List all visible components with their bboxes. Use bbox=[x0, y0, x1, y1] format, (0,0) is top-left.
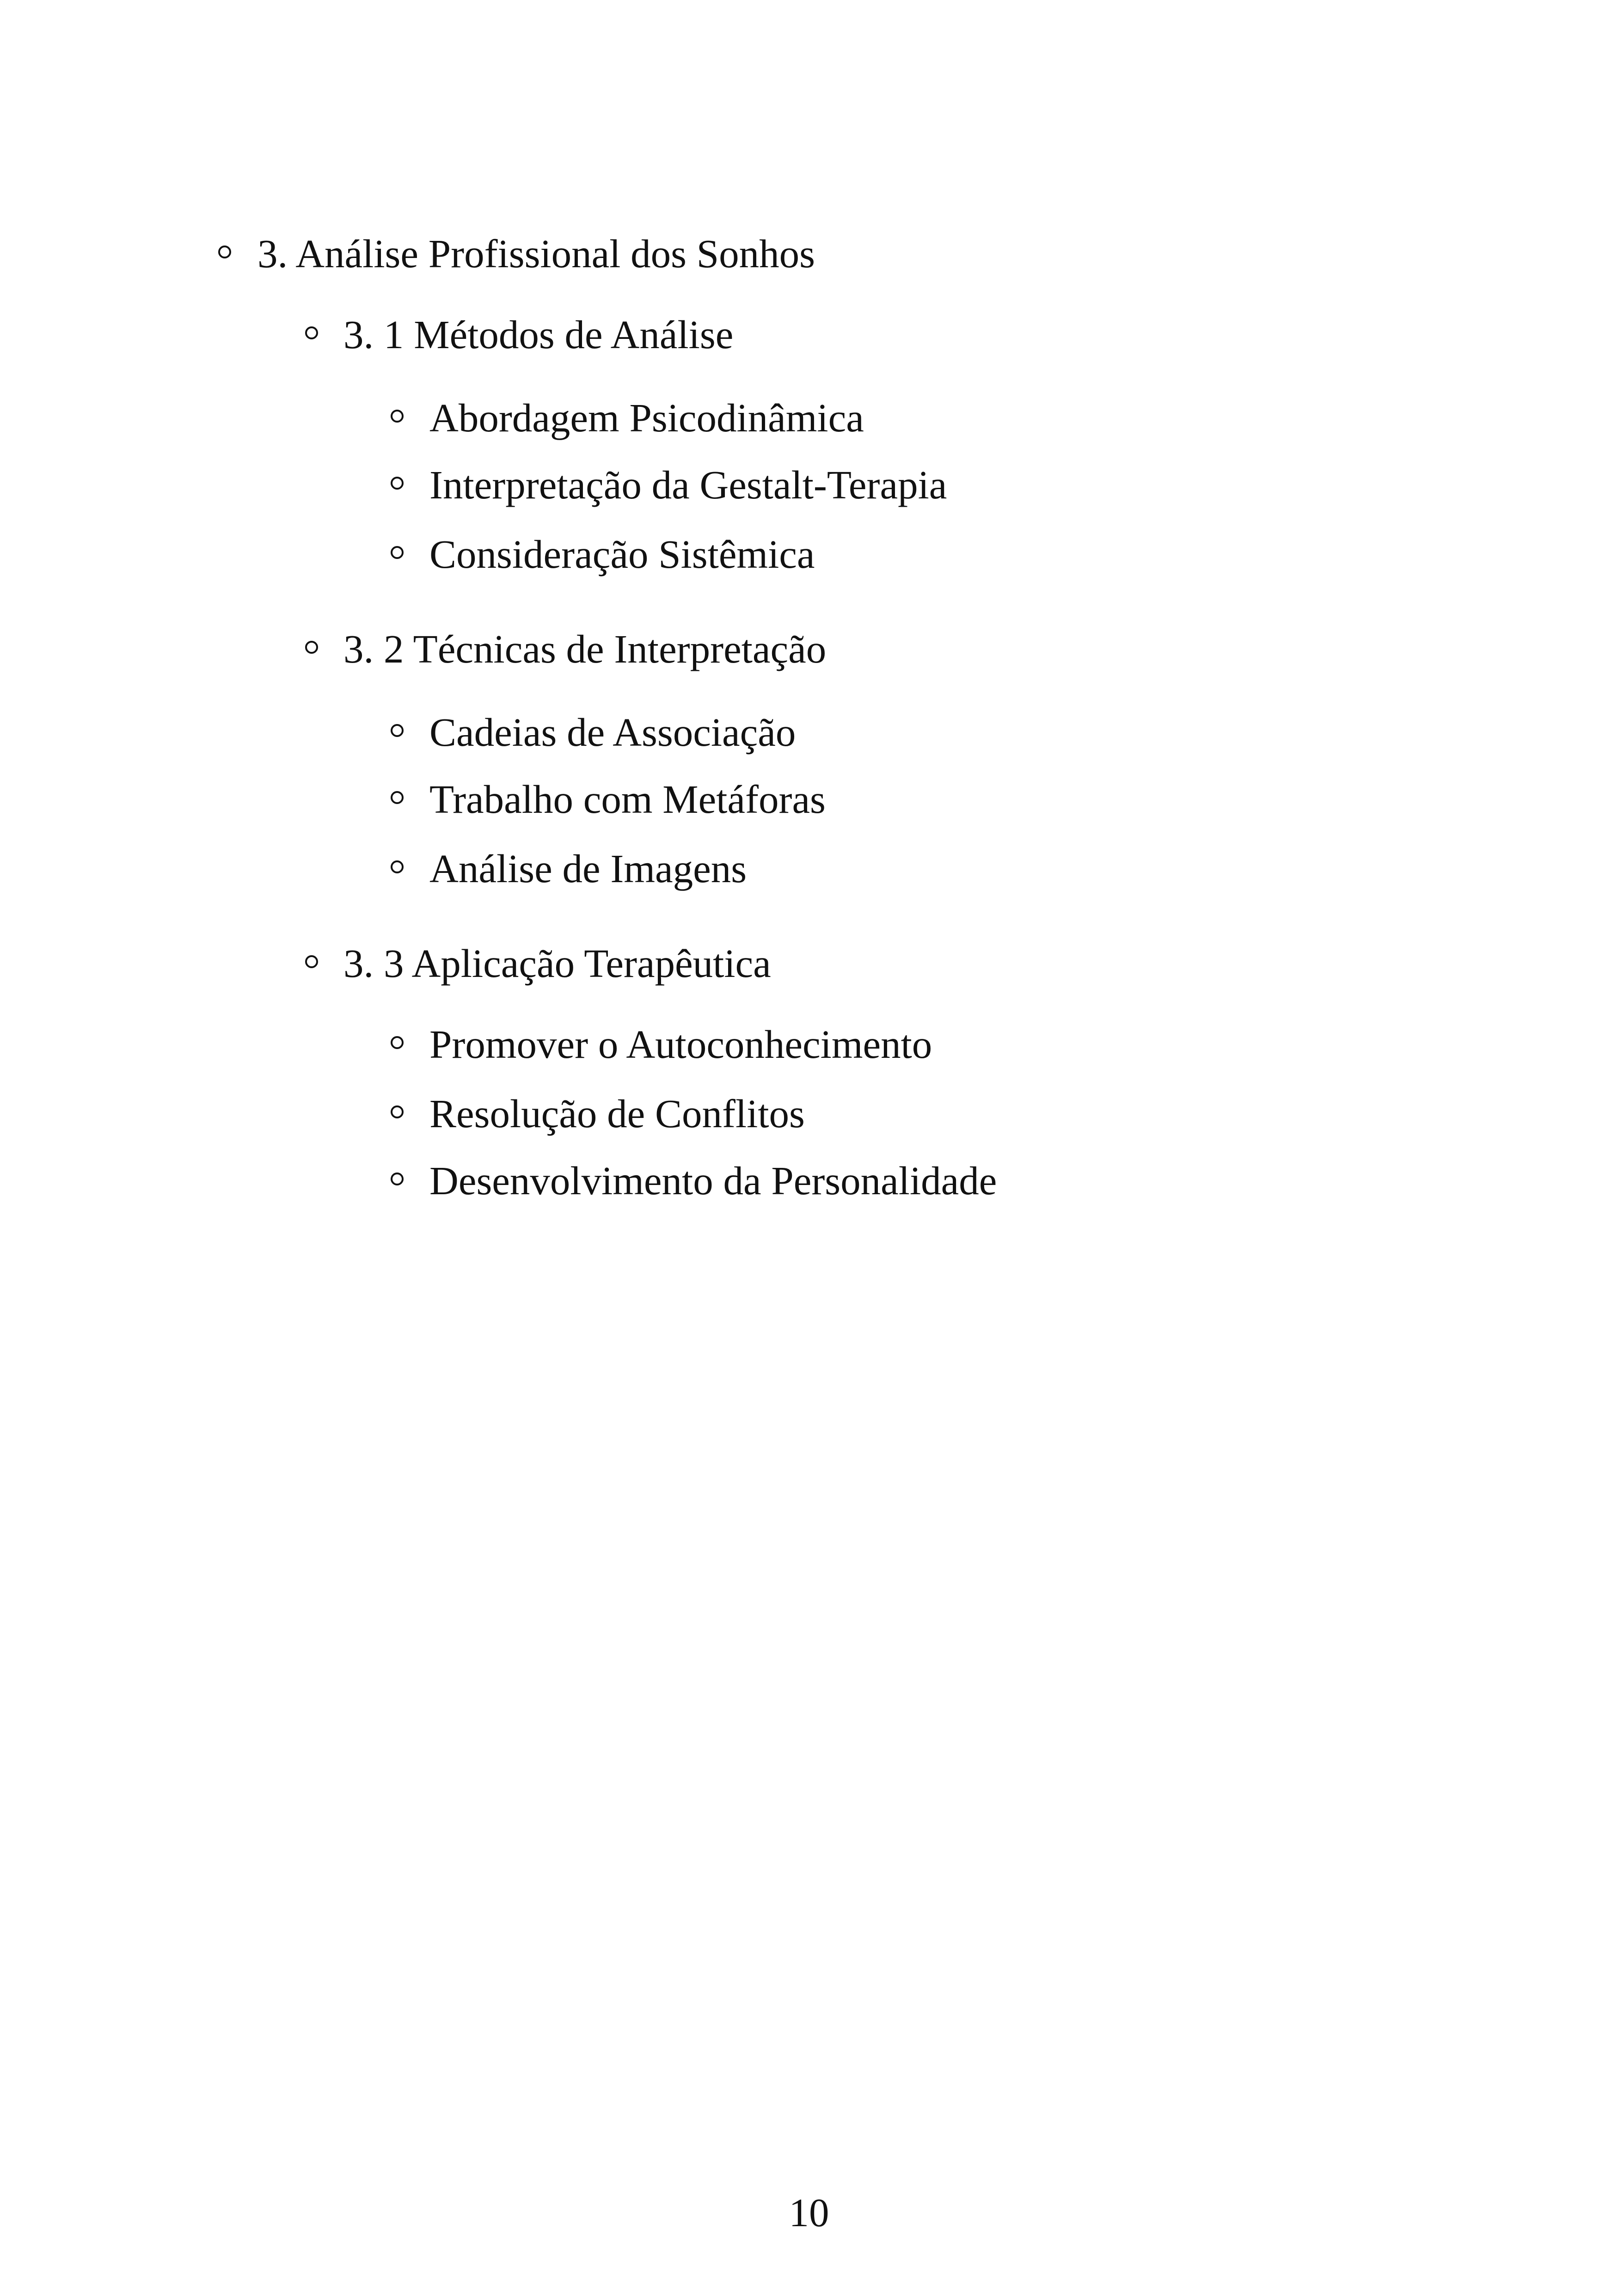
item-label: Resolução de Conflitos bbox=[429, 1091, 805, 1136]
hollow-bullet-icon bbox=[391, 791, 404, 804]
hollow-bullet-icon bbox=[391, 1173, 404, 1185]
item-label: Cadeias de Associação bbox=[429, 710, 796, 755]
hollow-bullet-icon bbox=[305, 955, 318, 968]
subsection-title: 3. 3 Aplicação Terapêutica bbox=[343, 941, 771, 986]
hollow-bullet-icon bbox=[391, 1036, 404, 1049]
hollow-bullet-icon bbox=[391, 477, 404, 490]
item-label: Desenvolvimento da Personalidade bbox=[429, 1158, 997, 1203]
hollow-bullet-icon bbox=[391, 724, 404, 737]
item-label: Consideração Sistêmica bbox=[429, 532, 815, 577]
item-label: Análise de Imagens bbox=[429, 846, 747, 891]
hollow-bullet-icon bbox=[391, 410, 404, 423]
section-title: 3. Análise Profissional dos Sonhos bbox=[257, 231, 815, 276]
subsection-title: 3. 2 Técnicas de Interpretação bbox=[343, 626, 827, 671]
item-label: Trabalho com Metáforas bbox=[429, 777, 826, 822]
hollow-bullet-icon bbox=[305, 641, 318, 654]
page-number: 10 bbox=[789, 2190, 829, 2235]
subsection-title: 3. 1 Métodos de Análise bbox=[343, 312, 734, 357]
hollow-bullet-icon bbox=[305, 326, 318, 339]
hollow-bullet-icon bbox=[391, 546, 404, 559]
hollow-bullet-icon bbox=[391, 860, 404, 873]
hollow-bullet-icon bbox=[391, 1105, 404, 1118]
item-label: Interpretação da Gestalt-Terapia bbox=[429, 462, 947, 507]
item-label: Promover o Autoconhecimento bbox=[429, 1022, 932, 1067]
hollow-bullet-icon bbox=[218, 246, 231, 258]
item-label: Abordagem Psicodinâmica bbox=[429, 395, 864, 440]
